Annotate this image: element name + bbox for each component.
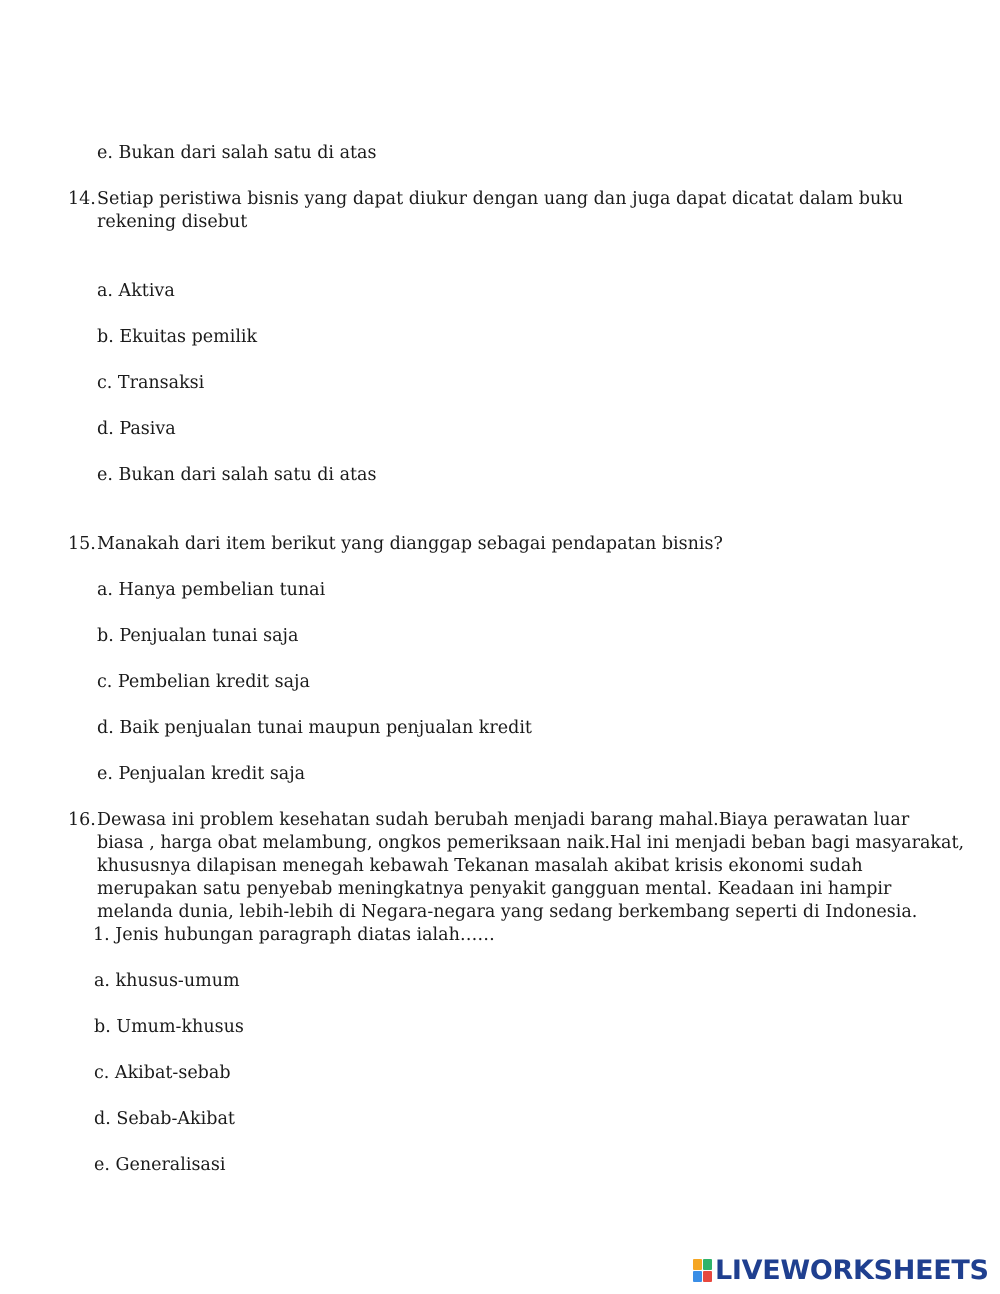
q16-number: 16. [68,810,96,830]
q16-passage-line: Dewasa ini problem kesehatan sudah berubah menjadi barang mahal.Biaya perawatan luar [97,810,910,830]
q15-option-a[interactable]: a. Hanya pembelian tunai [97,580,326,600]
q14-option-e[interactable]: e. Bukan dari salah satu di atas [97,465,377,485]
q14-option-c[interactable]: c. Transaksi [97,373,205,393]
q16-option-e[interactable]: e. Generalisasi [94,1155,226,1175]
q16-option-d[interactable]: d. Sebab-Akibat [94,1109,235,1129]
q15-option-e[interactable]: e. Penjualan kredit saja [97,764,306,784]
q16-passage-line: melanda dunia, lebih-lebih di Negara-negara yang sedang berkembang seperti di Indonesia. [97,902,918,922]
q14-option-a[interactable]: a. Aktiva [97,281,175,301]
q15-number: 15. [68,534,96,554]
logo-text: LIVEWORKSHEETS [715,1254,989,1286]
q14-question-line1: Setiap peristiwa bisnis yang dapat diukur dengan uang dan juga dapat dicatat dalam buku [97,189,904,209]
q16-option-b[interactable]: b. Umum-khusus [94,1017,244,1037]
q16-passage-line: biasa , harga obat melambung, ongkos pemeriksaan naik.Hal ini menjadi beban bagi masyarakat, [97,833,965,853]
q15-option-b[interactable]: b. Penjualan tunai saja [97,626,299,646]
q14-question-line2: rekening disebut [97,212,248,232]
q14-option-b[interactable]: b. Ekuitas pemilik [97,327,258,347]
q16-sub-question: 1. Jenis hubungan paragraph diatas ialah…… [93,925,495,945]
q15-option-c[interactable]: c. Pembelian kredit saja [97,672,310,692]
q16-passage-line: merupakan satu penyebab meningkatnya penyakit gangguan mental. Keadaan ini hampir [97,879,892,899]
q16-option-a[interactable]: a. khusus-umum [94,971,240,991]
q15-option-d[interactable]: d. Baik penjualan tunai maupun penjualan kredit [97,718,532,738]
q14-option-d[interactable]: d. Pasiva [97,419,176,439]
q13-option-e: e. Bukan dari salah satu di atas [97,143,377,163]
liveworksheets-logo [693,1253,989,1287]
q15-question: Manakah dari item berikut yang dianggap sebagai pendapatan bisnis? [97,534,723,554]
q14-number: 14. [68,189,96,209]
logo-mark-icon [693,1259,712,1282]
q16-passage-line: khususnya dilapisan menegah kebawah Tekanan masalah akibat krisis ekonomi sudah [97,856,863,876]
q16-option-c[interactable]: c. Akibat-sebab [94,1063,231,1083]
